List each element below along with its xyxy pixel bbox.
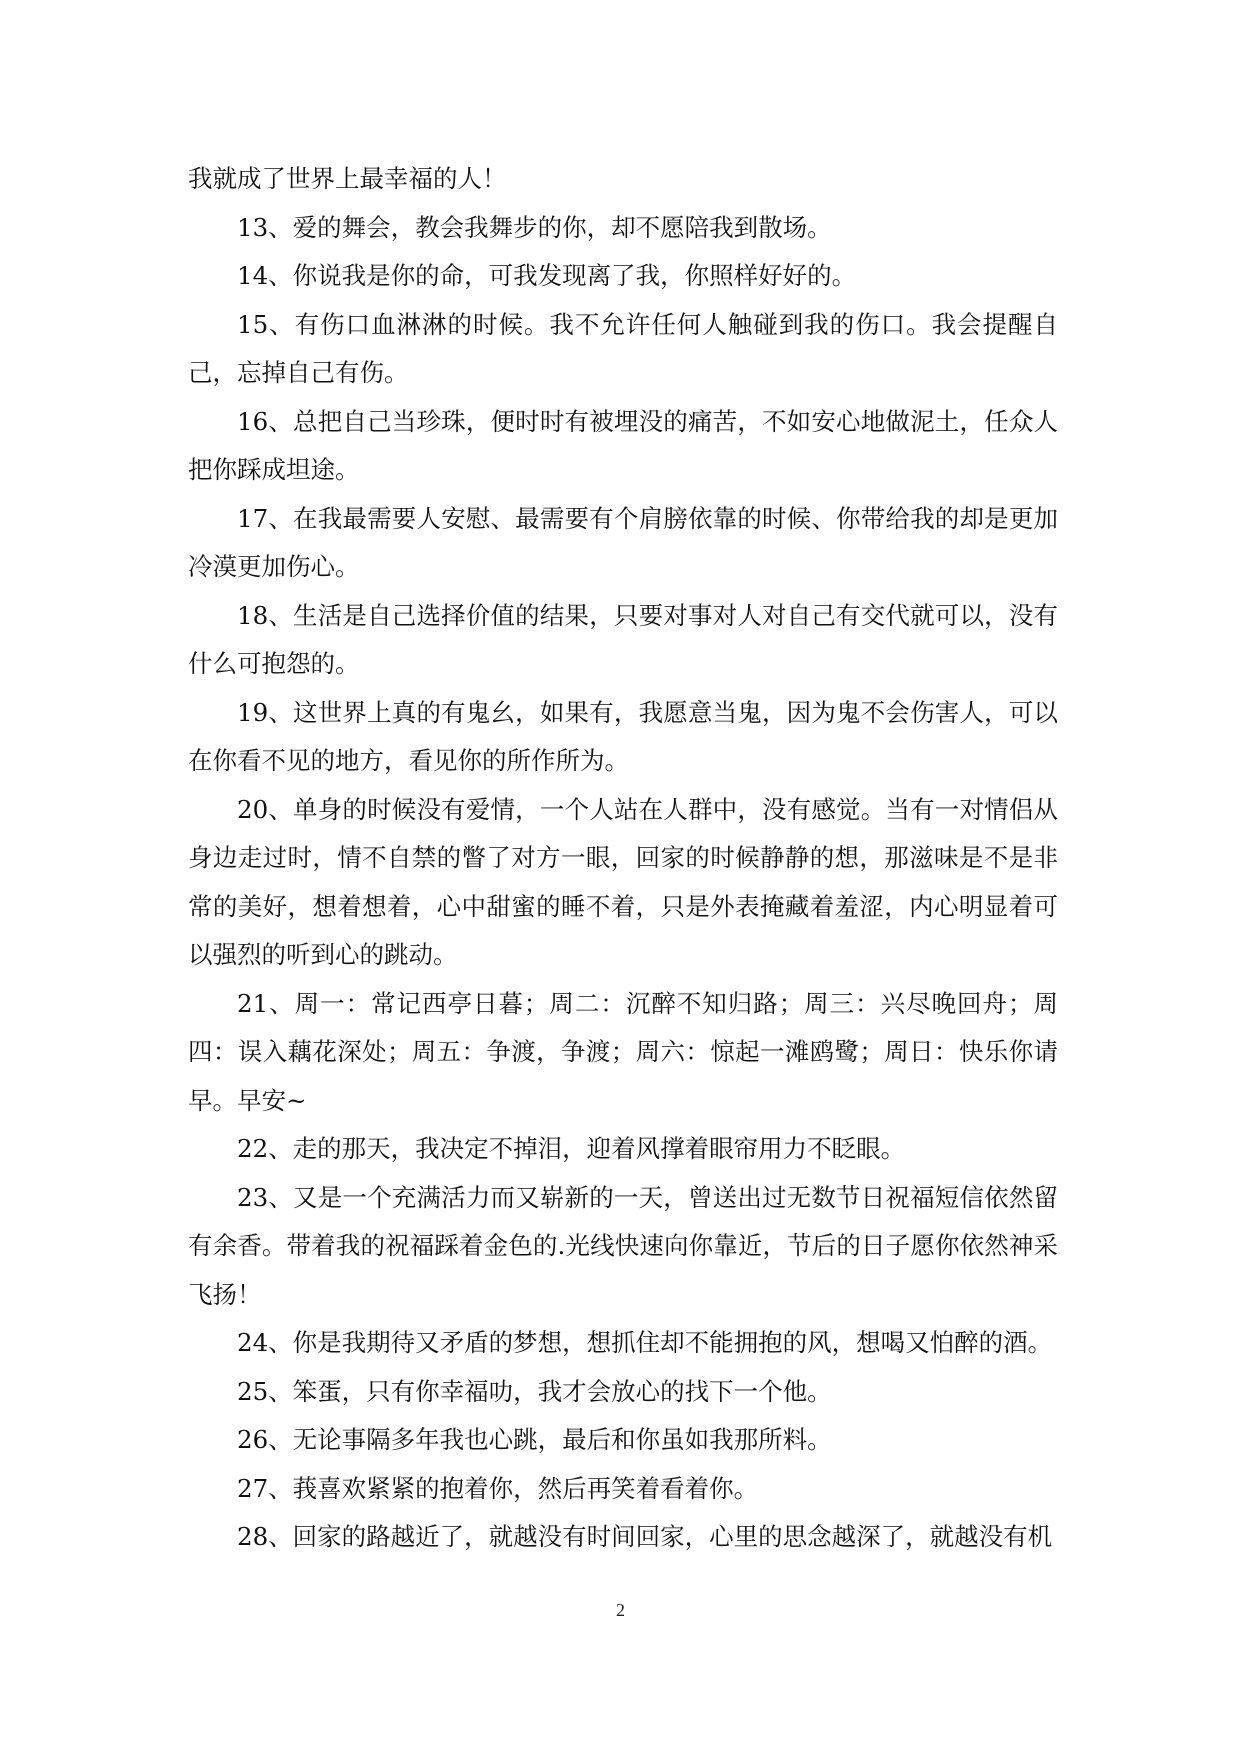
paragraph: 19、这世界上真的有鬼幺，如果有，我愿意当鬼，因为鬼不会伤害人，可以在你看不见的地方，看见你的所作所为。 — [188, 697, 1058, 775]
paragraph: 15、有伤口血淋淋的时候。我不允许任何人触碰到我的伤口。我会提醒自己，忘掉自己有伤。 — [188, 309, 1058, 387]
paragraph: 14、你说我是你的命，可我发现离了我，你照样好好的。 — [237, 261, 857, 290]
paragraph: 我就成了世界上最幸福的人！ — [188, 164, 507, 193]
paragraph: 18、生活是自己选择价值的结果，只要对事对人对自己有交代就可以，没有什么可抱怨的。 — [188, 600, 1058, 678]
paragraph: 13、爱的舞会，教会我舞步的你，却不愿陪我到散场。 — [237, 212, 832, 242]
paragraph: 27、莪喜欢紧紧的抱着你，然后再笑着看着你。 — [237, 1473, 759, 1503]
paragraph: 22、走的那天，我决定不掉泪，迎着风撑着眼帘用力不眨眼。 — [237, 1134, 906, 1163]
paragraph: 16、总把自己当珍珠，便时时有被埋没的痛苦，不如安心地做泥土，任众人把你踩成坦途。 — [188, 406, 1058, 484]
paragraph: 20、单身的时候没有爱情，一个人站在人群中，没有感觉。当有一对情侣从身边走过时，情不自禁的瞥了对方一眼，回家的时候静静的想，那滋味是不是非常的美好，想着想着，心中甜蜜的睡不着，只是外表掩藏着羞涩，内心明显着可以强烈的听到心的跳动。 — [188, 794, 1058, 969]
paragraph: 24、你是我期待又矛盾的梦想，想抓住却不能拥抱的风，想喝又怕醉的酒。 — [237, 1328, 1053, 1357]
paragraph: 25、笨蛋，只有你幸福叻，我才会放心的找下一个他。 — [237, 1376, 832, 1406]
paragraph: 28、回家的路越近了，就越没有时间回家，心里的思念越深了，就越没有机 — [237, 1522, 1053, 1551]
paragraph: 26、无论事隔多年我也心跳，最后和你虽如我那所料。 — [237, 1425, 832, 1454]
page-number: 2 — [616, 1600, 625, 1620]
paragraph: 23、又是一个充满活力而又崭新的一天，曾送出过无数节日祝福短信依然留有余香。带着我的祝福踩着金色的.光线快速向你靠近，节后的日子愿你依然神采飞扬！ — [188, 1182, 1058, 1309]
document-body — [188, 155, 1058, 1562]
paragraph: 21、周一：常记西亭日暮；周二：沉醉不知归路；周三：兴尽晚回舟；周四：误入藕花深处；周五：争渡，争渡；周六：惊起一滩鸥鹭；周日：快乐你请早。早安~ — [188, 988, 1058, 1115]
paragraph: 17、在我最需要人安慰、最需要有个肩膀依靠的时候、你带给我的却是更加冷漠更加伤心。 — [188, 503, 1058, 581]
